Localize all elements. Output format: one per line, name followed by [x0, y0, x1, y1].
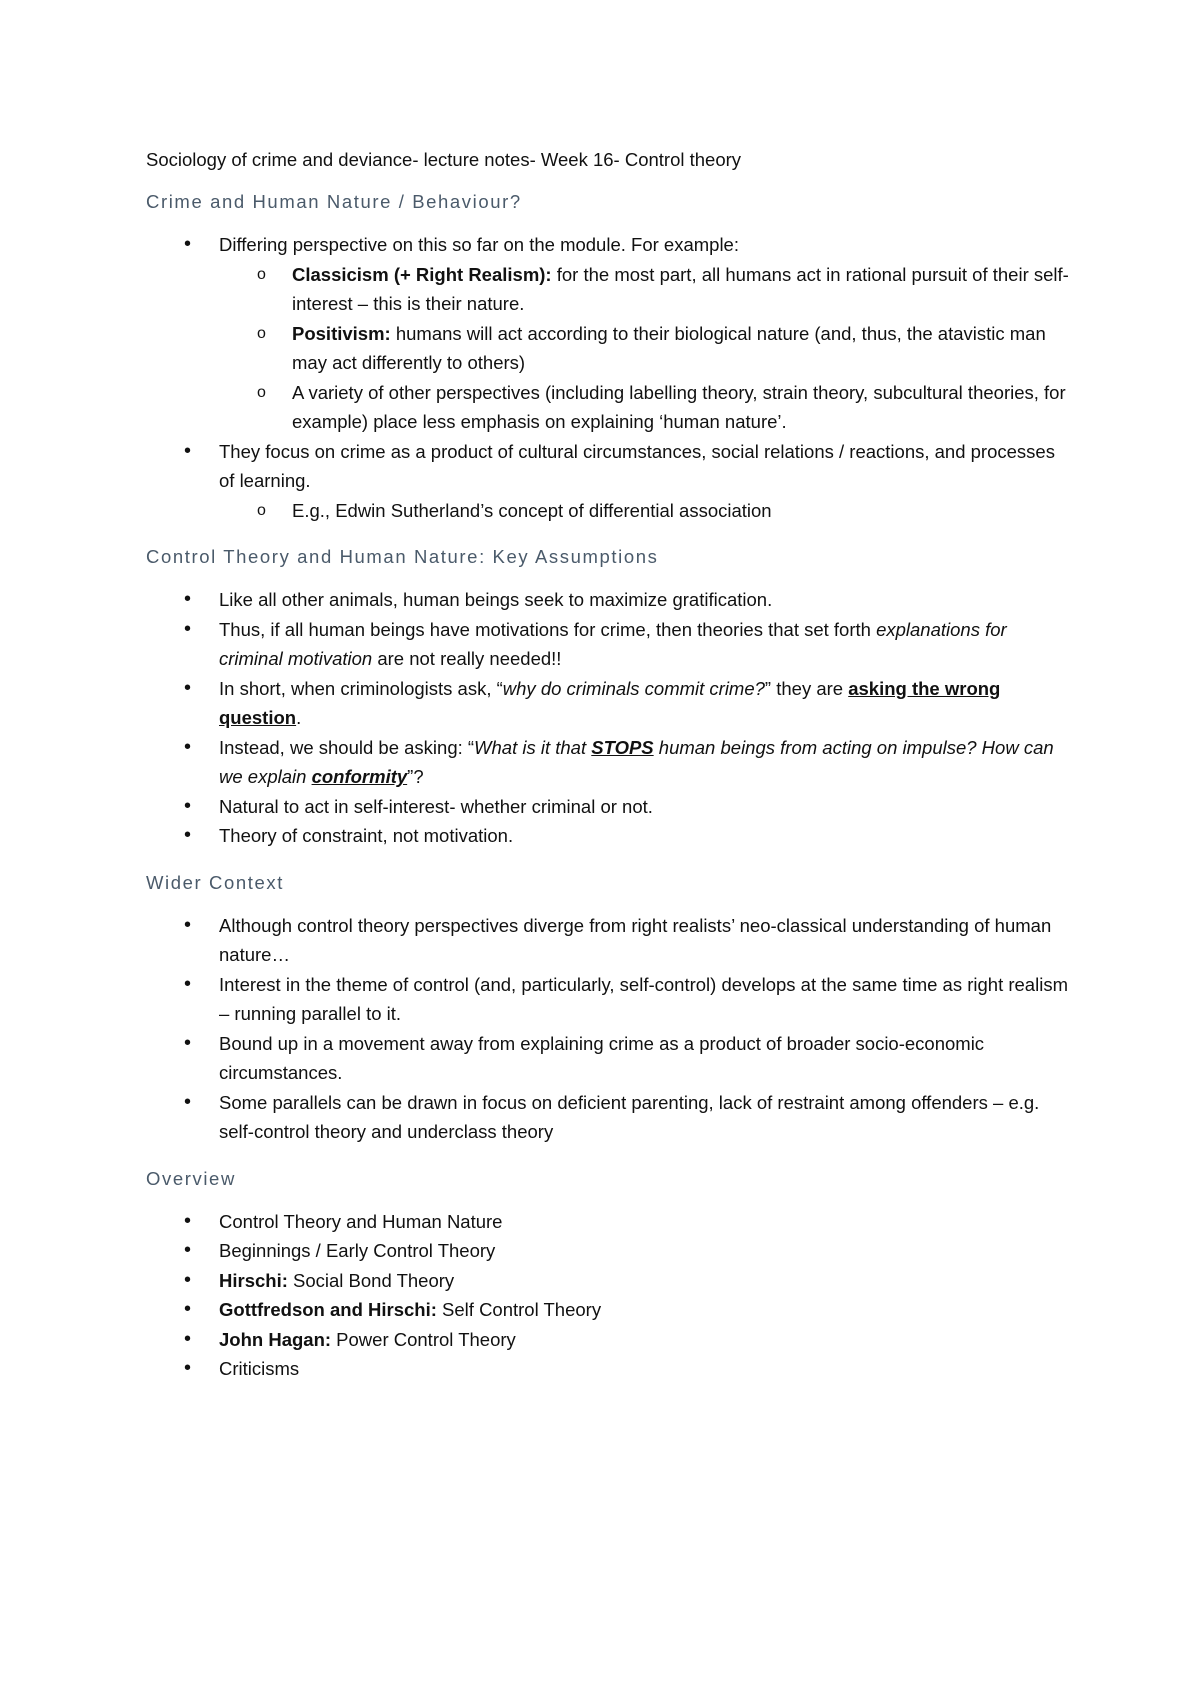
heading-control-theory-key-assumptions: Control Theory and Human Nature: Key Assumptions	[146, 546, 659, 567]
bullet-text: Natural to act in self-interest- whether criminal or not.	[219, 795, 653, 817]
bullet-text: Although control theory perspectives diverge from right realists’ neo-classical understanding of human nature…	[219, 914, 1052, 965]
bullet-text: for the most part, all humans act in rational pursuit of their self-interest – this is their nature.	[292, 263, 1069, 314]
bullet-text: A variety of other perspectives (including labelling theory, strain theory, subcultural theories, for example) place less emphasis on explaining ‘human nature’.	[292, 381, 1066, 432]
bullet-text: .	[296, 707, 302, 728]
bullet-text: Some parallels can be drawn in focus on deficient parenting, lack of restraint among offenders – e.g. self-control theory and underclass theory	[219, 1091, 1040, 1142]
list-item	[146, 437, 1070, 526]
bullet-text: ”?	[407, 766, 424, 787]
list-item	[146, 792, 1070, 822]
heading-wider-context: Wider Context	[146, 871, 285, 893]
term-gottfredson-hirschi: Gottfredson and Hirschi:	[219, 1299, 437, 1320]
bullet-text: Theory of constraint, not motivation.	[219, 825, 514, 846]
bullet-text: Social Bond Theory	[287, 1269, 455, 1291]
sub-list-item	[219, 378, 1070, 437]
list-item	[146, 1266, 1070, 1296]
list-key-assumptions	[146, 585, 1070, 851]
list-item	[146, 230, 1070, 437]
conformity-emphasis: conformity	[311, 766, 408, 787]
list-item	[146, 1325, 1070, 1355]
list-item	[146, 733, 1070, 792]
list-item	[146, 1236, 1070, 1266]
list-crime-and-human-nature	[146, 230, 1070, 525]
list-item	[146, 674, 1070, 733]
heading-crime-and-human-nature: Crime and Human Nature / Behaviour?	[146, 191, 522, 212]
list-item	[146, 1295, 1070, 1325]
emphasis-text: why do criminals commit crime?	[502, 677, 765, 699]
strong-underlined-text: asking the wrong question	[219, 677, 1001, 728]
emphasis-text: human beings from acting on impulse? How can we explain	[219, 736, 1054, 787]
list-wider-context	[146, 911, 1070, 1147]
term-classicism: Classicism (+ Right Realism):	[292, 263, 552, 285]
stops-emphasis: STOPS	[591, 736, 654, 758]
bullet-text: Thus, if all human beings have motivations for crime, then theories that set forth	[219, 618, 877, 640]
list-item	[146, 911, 1070, 970]
document-title: Sociology of crime and deviance- lecture notes- Week 16- Control theory	[146, 149, 742, 170]
bullet-text: Bound up in a movement away from explaining crime as a product of broader socio-economic circumstances.	[219, 1032, 985, 1083]
sub-list-item	[219, 496, 1070, 526]
list-overview	[146, 1207, 1070, 1384]
sub-list-item	[219, 319, 1070, 378]
term-hirschi: Hirschi:	[219, 1269, 288, 1291]
bullet-text: Differing perspective on this so far on the module. For example:	[219, 234, 739, 255]
bullet-text: Self Control Theory	[436, 1299, 602, 1320]
bullet-text: Like all other animals, human beings seek to maximize gratification.	[219, 589, 773, 610]
heading-overview: Overview	[146, 1167, 236, 1189]
list-item	[146, 1354, 1070, 1384]
list-item	[146, 821, 1070, 851]
list-item	[146, 1088, 1070, 1147]
bullet-text: are not really needed!!	[372, 648, 562, 669]
bullet-text: ” they are	[764, 677, 849, 699]
list-item	[146, 1207, 1070, 1237]
bullet-text: Criticisms	[219, 1358, 300, 1379]
sub-list-item	[219, 260, 1070, 319]
bullet-text: They focus on crime as a product of cultural circumstances, social relations / reactions, and processes of learning.	[219, 440, 1055, 491]
list-item	[146, 615, 1070, 674]
term-john-hagan: John Hagan:	[219, 1328, 332, 1350]
list-item	[146, 970, 1070, 1029]
bullet-text: E.g., Edwin Sutherland’s concept of differential association	[292, 499, 772, 521]
bullet-text: Control Theory and Human Nature	[219, 1210, 503, 1232]
sublist	[219, 496, 1070, 526]
emphasis-text: explanations for criminal motivation	[219, 618, 1007, 669]
bullet-text: Power Control Theory	[331, 1328, 516, 1350]
bullet-text: In short, when criminologists ask, “	[219, 677, 503, 699]
bullet-text: Instead, we should be asking: “	[219, 736, 475, 758]
sublist	[219, 260, 1070, 437]
term-positivism: Positivism:	[292, 322, 391, 344]
emphasis-text: What is it that	[474, 736, 592, 758]
list-item	[146, 585, 1070, 615]
bullet-text: humans will act according to their biological nature (and, thus, the atavistic man may act differently to others)	[292, 322, 1046, 373]
bullet-text: Interest in the theme of control (and, particularly, self-control) develops at the same time as right realism – running parallel to it.	[219, 973, 1068, 1024]
list-item	[146, 1029, 1070, 1088]
bullet-text: Beginnings / Early Control Theory	[219, 1240, 496, 1261]
